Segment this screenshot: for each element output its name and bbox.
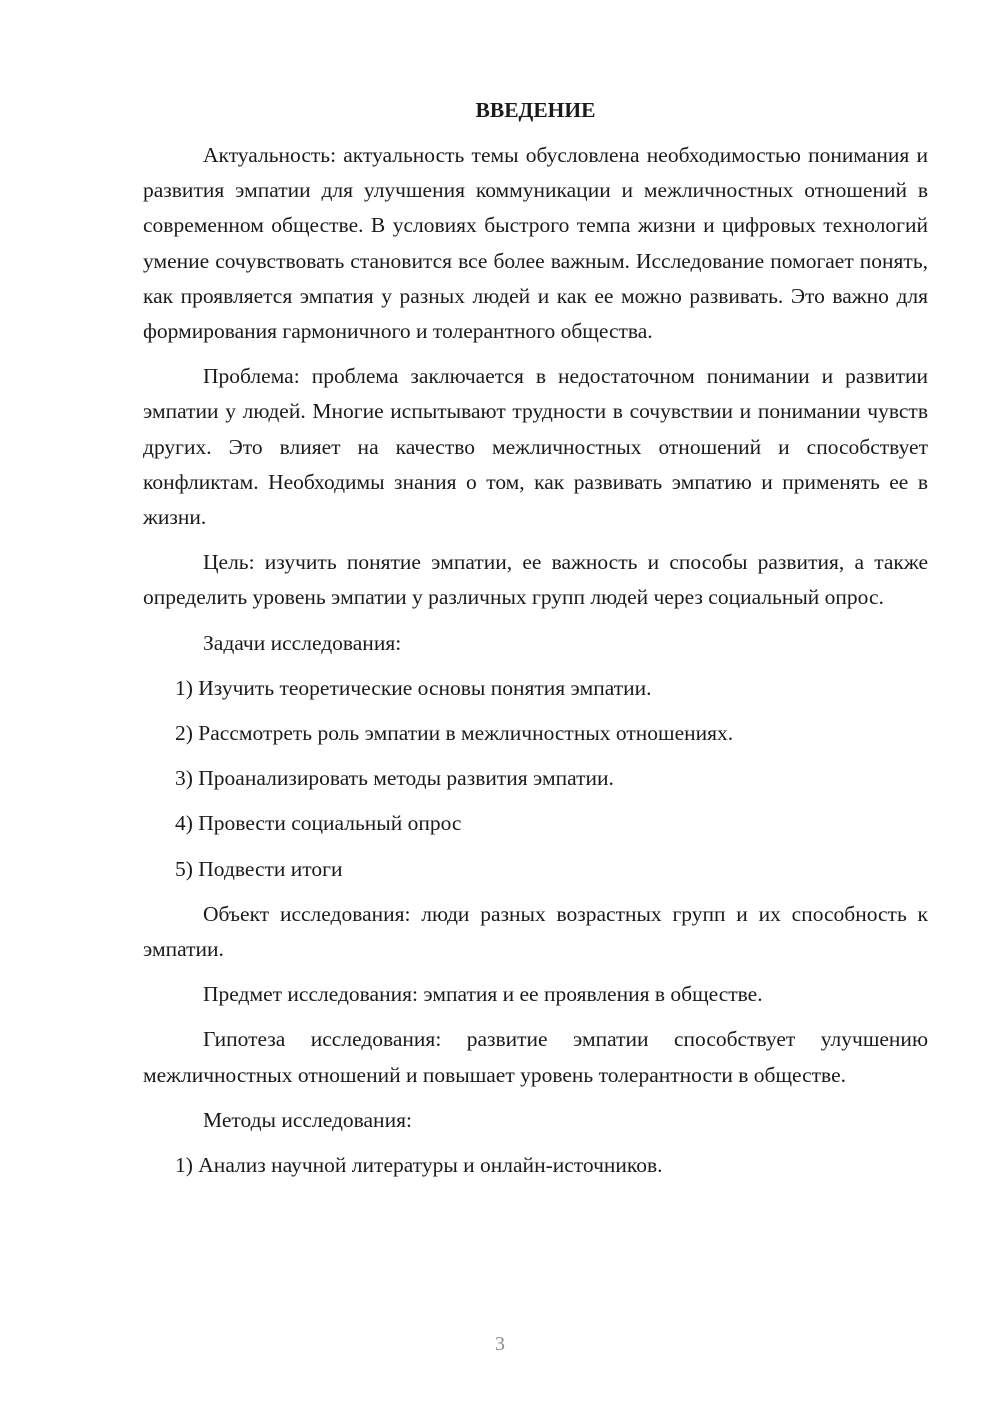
paragraph-hypothesis: Гипотеза исследования: развитие эмпатии способствует улучшению межличностных отношений и повышает уровень толерантности в обществе. (143, 1027, 928, 1087)
paragraph-relevance: Актуальность: актуальность темы обусловлена необходимостью понимания и развития эмпатии для улучшения коммуникации и межличностных отношений в современном обществе. В условиях быстрого темпа жизни и цифровых технологий умение сочувствовать становится все более важным. Исследование помогает понять, как проявляется эмпатия у разных людей и как ее можно развивать. Это важно для формирования гармоничного и толерантного общества. (143, 143, 928, 344)
task-item-5: 5) Подвести итоги (175, 856, 343, 881)
task-item-4: 4) Провести социальный опрос (175, 811, 462, 836)
paragraph-goal: Цель: изучить понятие эмпатии, ее важность и способы развития, а также определить уровень эмпатии у различных групп людей через социальный опрос. (143, 550, 928, 610)
paragraph-object: Объект исследования: люди разных возрастных групп и их способность к эмпатии. (143, 901, 928, 962)
tasks-heading: Задачи исследования: (203, 630, 402, 655)
paragraph-problem: Проблема: проблема заключается в недостаточном понимании и развитии эмпатии у людей. Многие испытывают трудности в сочувствии и понимании чувств других. Это влияет на качество межличностных отношений и способствует конфликтам. Необходимы знания о том, как развивать эмпатию и применять ее в жизни. (143, 364, 928, 530)
section-title: ВВЕДЕНИЕ (475, 98, 596, 122)
page-content (143, 93, 928, 1193)
task-item-2: 2) Рассмотреть роль эмпатии в межличностных отношениях. (175, 721, 734, 746)
task-item-1: 1) Изучить теоретические основы понятия эмпатии. (175, 675, 652, 700)
paragraph-subject: Предмет исследования: эмпатия и ее проявления в обществе. (203, 982, 763, 1007)
methods-heading: Методы исследования: (203, 1107, 412, 1132)
method-item-1: 1) Анализ научной литературы и онлайн-источников. (175, 1153, 663, 1178)
page-number: 3 (495, 1333, 505, 1355)
task-item-3: 3) Проанализировать методы развития эмпатии. (175, 766, 614, 791)
